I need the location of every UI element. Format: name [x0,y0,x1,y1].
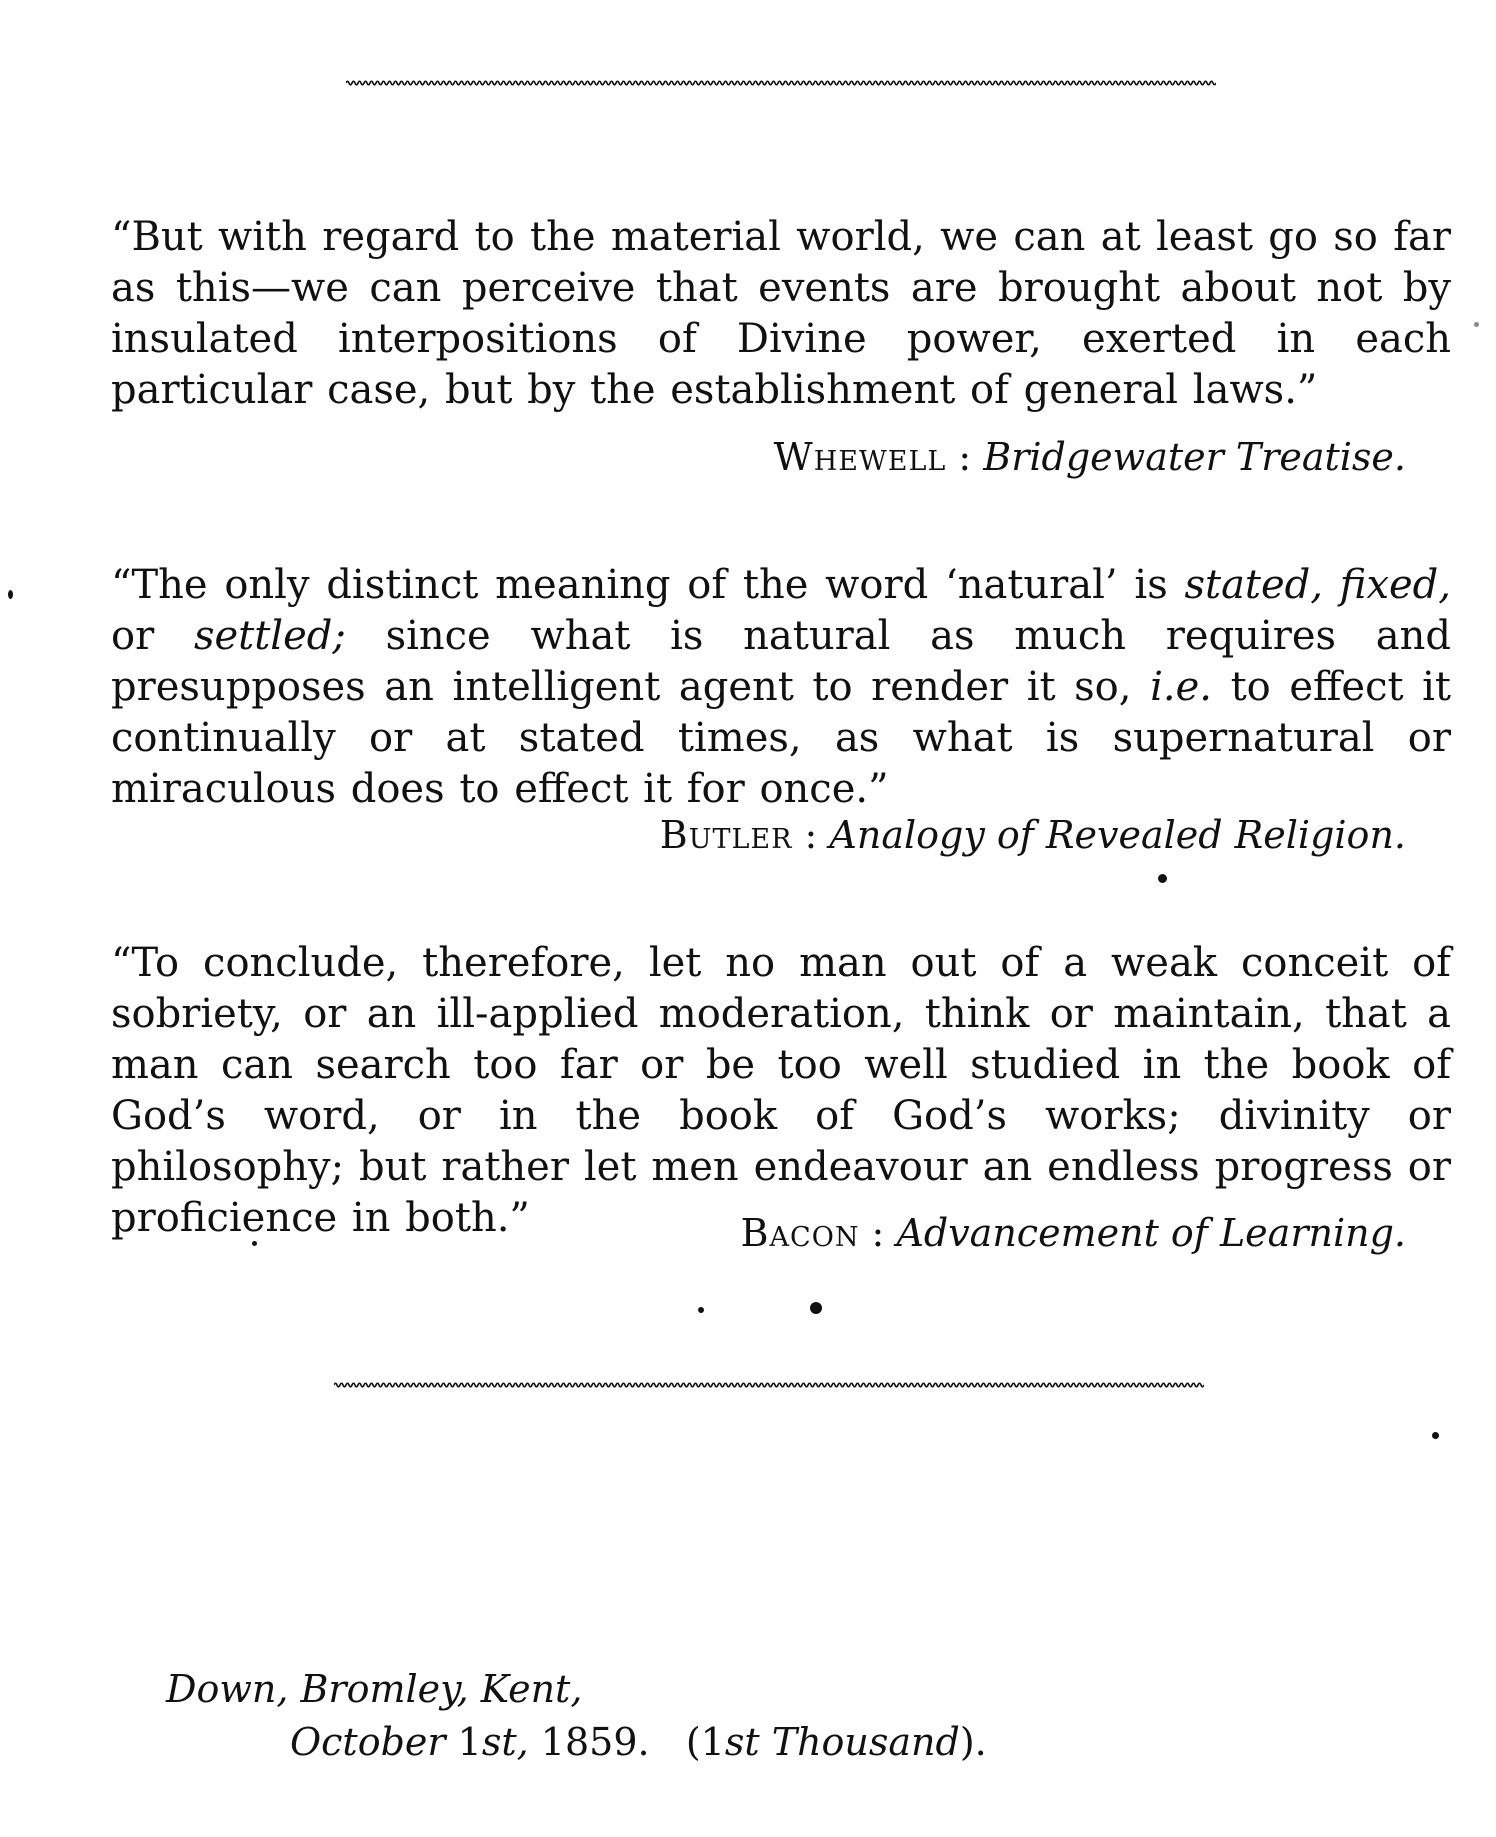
wavy-rule-top [346,78,1216,88]
dateline-day: 1 [457,1720,482,1764]
attribution-separator: : [946,435,984,479]
epigraph-butler-attribution [660,812,1406,858]
scan-speck [1432,1432,1439,1439]
dateline-place: Down, Bromley, Kent, [166,1667,583,1711]
dateline-month: October [290,1720,446,1764]
epigraph-butler-text [111,560,1451,815]
edition-suffix: st [724,1720,760,1764]
edition-close: ). [959,1720,987,1764]
quote-italic-segment: stated, fixed, [1184,562,1451,608]
attribution-author: Butler [659,813,793,857]
attribution-work: Analogy of Revealed Religion. [829,813,1406,857]
scan-speck [698,1307,704,1313]
quote-segment: to effect it continually or at stated times, as what is supernatural or miraculous does to effect it for once.” [111,664,1452,812]
dateline-day-suffix: st, [481,1720,529,1764]
scan-speck [1158,874,1167,883]
attribution-work: Advancement of Learning. [896,1211,1406,1255]
quote-italic-segment: i.e. [1150,664,1212,710]
quote-segment: “The only distinct meaning of the word ‘natural’ is [111,562,1185,608]
scan-speck [1474,322,1479,327]
scan-speck [252,1241,257,1246]
edition-open: ( [685,1720,701,1764]
edition-number: 1 [700,1720,725,1764]
epigraph-bacon-attribution [741,1210,1406,1256]
quote-segment: or [111,613,194,659]
edition-word: Thousand [759,1720,960,1764]
attribution-work: Bridgewater Treatise. [983,435,1406,479]
epigraph-bacon-text: “To conclude, therefore, let no man out of a weak conceit of sobriety, or an ill-applied moderation, think or maintain, that a man can search too far or be too well studied in the book of God’s word, or in the book of God’s works; divinity or philosophy; but rather let men endeavour an endless progress or proficience in both.” [111,940,1451,1241]
dateline-year: 1859. [540,1720,650,1764]
attribution-separator: : [792,813,830,857]
quote-segment: since what is natural as much requires and presupposes an intelligent agent to render it so, [111,613,1451,710]
attribution-author: Whewell [773,435,947,479]
epigraph-whewell-text: “But with regard to the material world, we can at least go so far as this—we can perceive that events are brought about not by insulated interpositions of Divine power, exerted in each particular case, but by the establishment of general laws.” [111,214,1451,413]
attribution-author: Bacon [740,1211,860,1255]
attribution-separator: : [859,1211,897,1255]
quote-italic-segment: settled; [193,613,346,659]
scan-speck [8,590,13,599]
scan-speck [810,1302,822,1314]
wavy-rule-bottom [334,1380,1204,1390]
epigraph-whewell-attribution [774,434,1406,480]
dateline-date [290,1719,987,1765]
